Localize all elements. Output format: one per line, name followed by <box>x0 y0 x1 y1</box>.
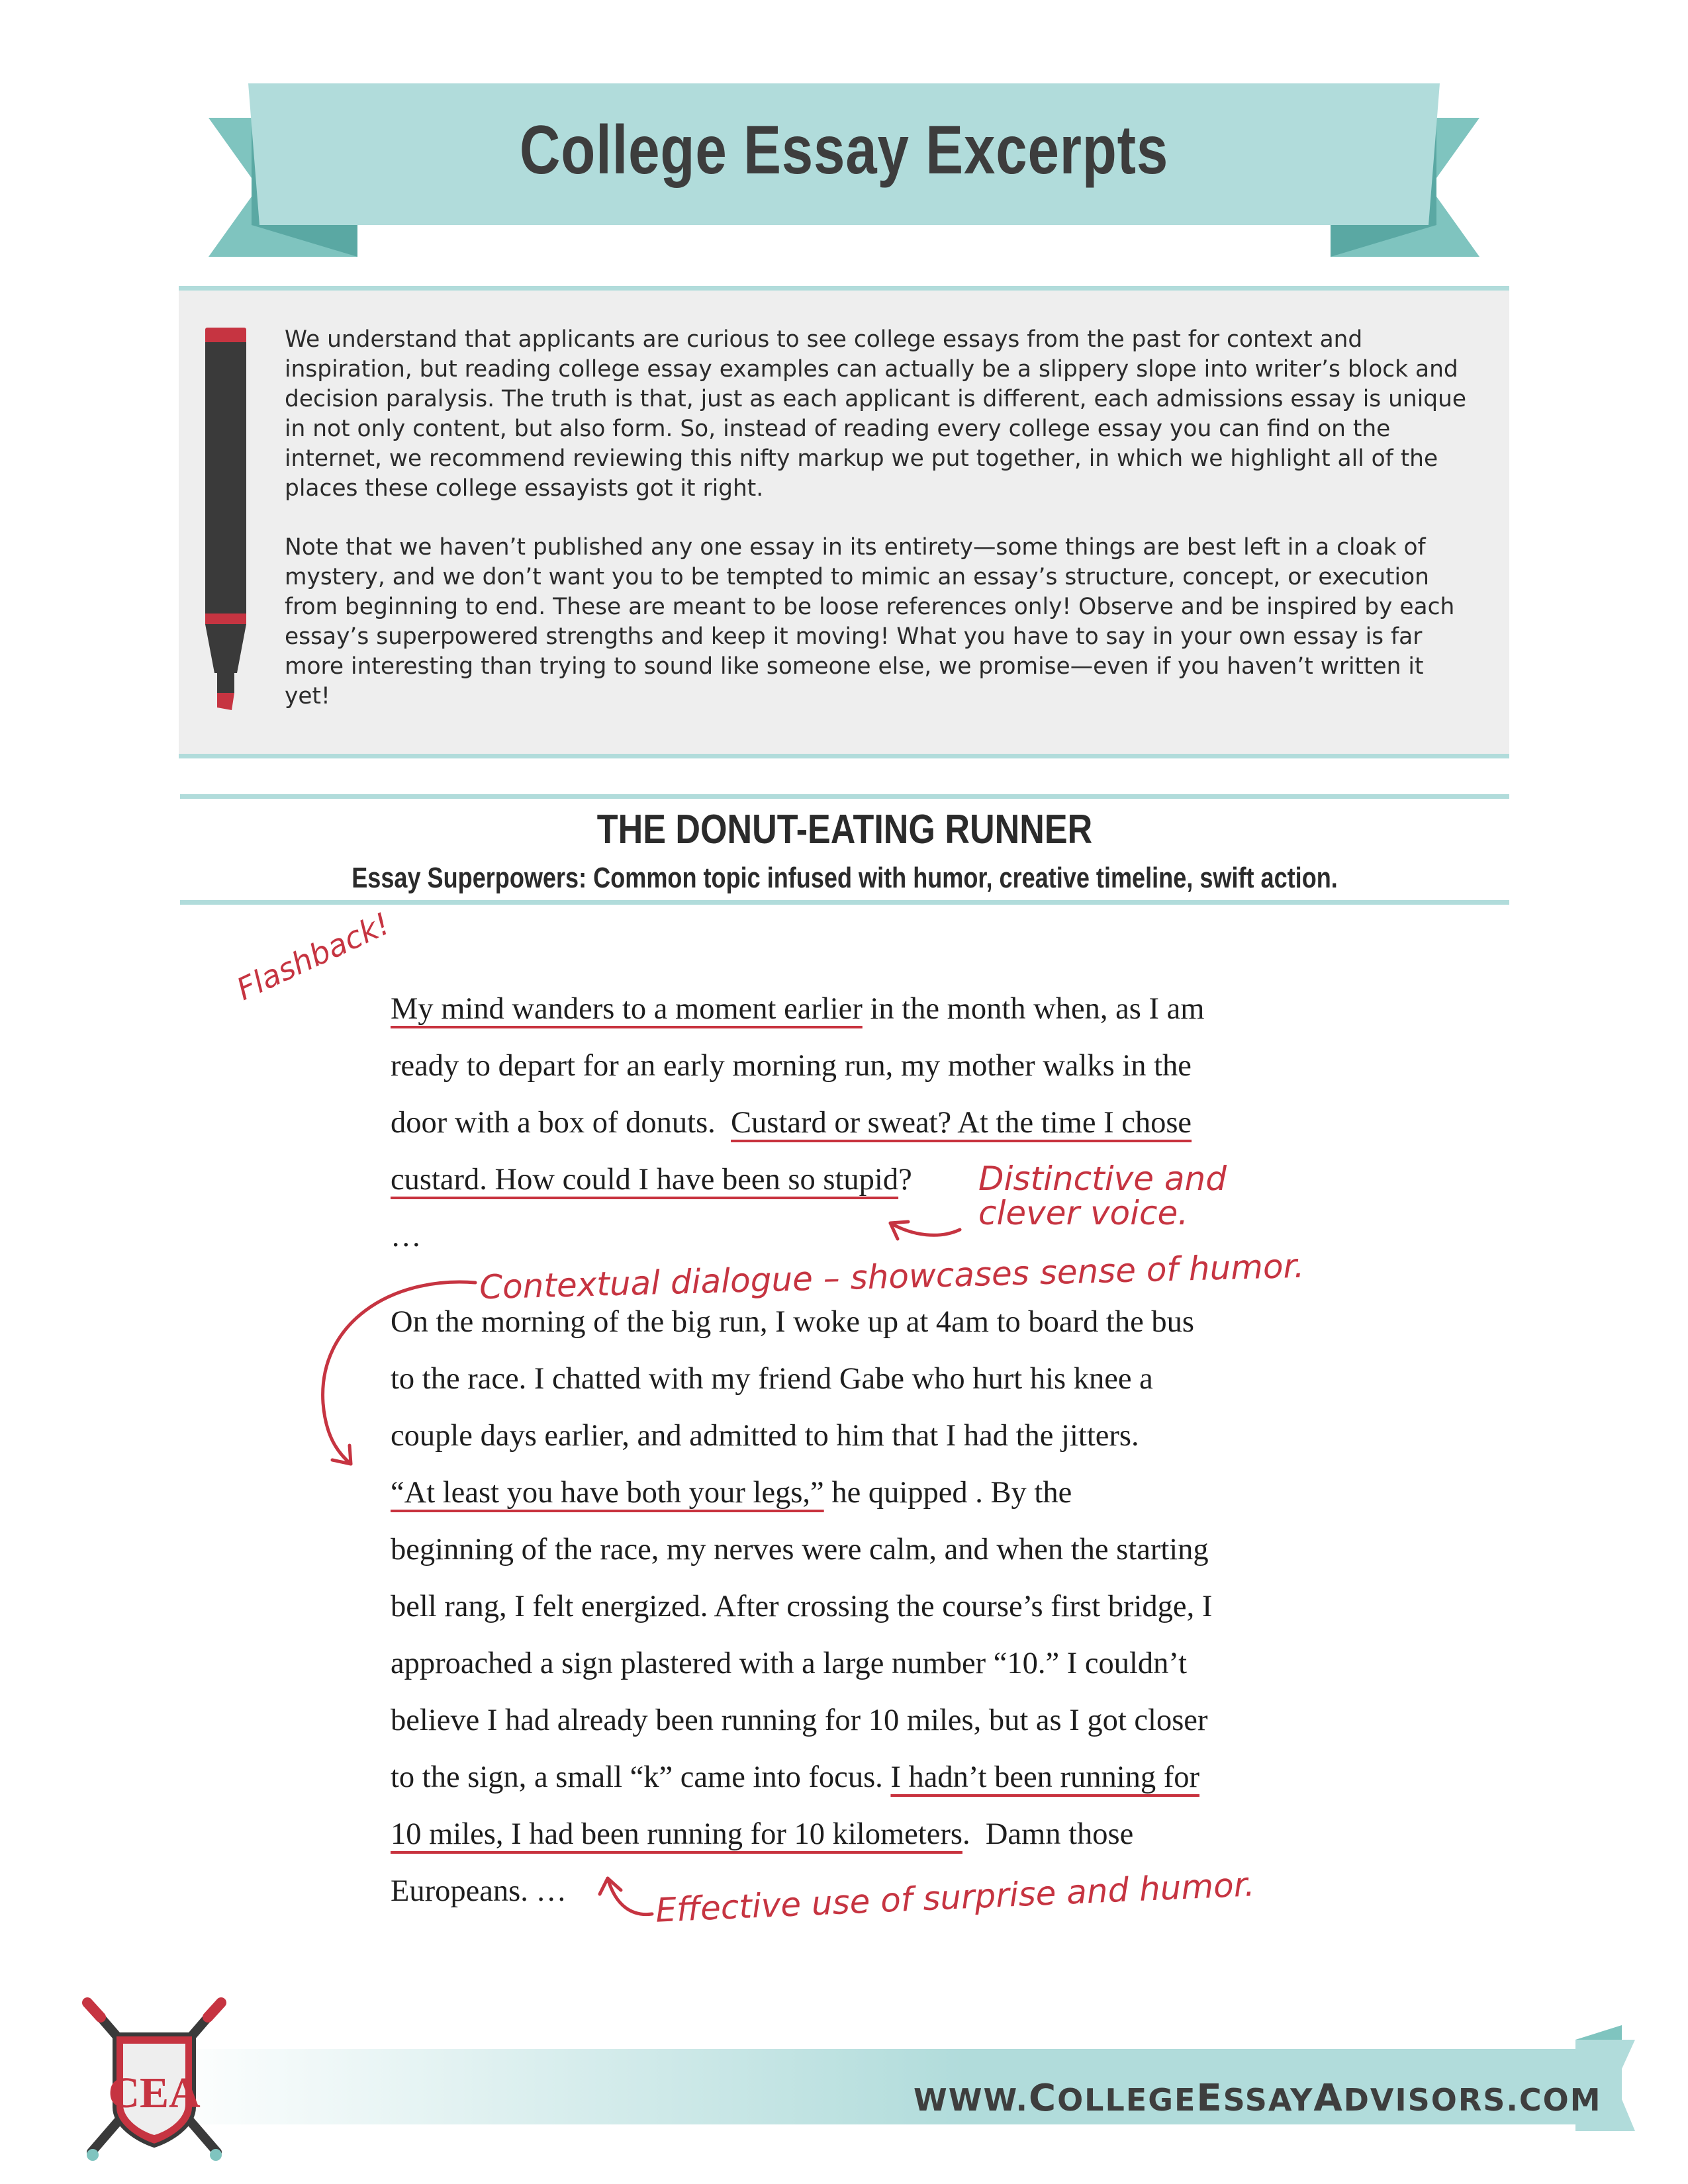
essay-line: to the race. I chatted with my friend Gabe who hurt his knee a <box>391 1362 1153 1396</box>
essay-line: door with a box of donuts. Custard or sweat? At the time I chose <box>391 1106 1192 1140</box>
essay-line: ready to depart for an early morning run, my mother walks in the <box>391 1049 1192 1083</box>
essay-line: Europeans. … <box>391 1874 567 1908</box>
essay-line: … <box>391 1220 422 1253</box>
essay-line: beginning of the race, my nerves were calm, and when the starting <box>391 1533 1209 1567</box>
essay-line: couple days earlier, and admitted to him that I had the jitters. <box>391 1419 1139 1453</box>
logo-text: CEA <box>108 2069 201 2117</box>
section-rule-top <box>180 794 1509 799</box>
essay-line: custard. How could I have been so stupid? <box>391 1163 912 1197</box>
highlight-underline: 10 miles, I had been running for 10 kilometers <box>391 1817 962 1851</box>
essay-line: bell rang, I felt energized. After crossing the course’s first bridge, I <box>391 1590 1213 1623</box>
arrow-voice-icon <box>890 1223 960 1235</box>
essay-line: My mind wanders to a moment earlier in the month when, as I am <box>391 992 1205 1026</box>
section-rule-bottom <box>180 900 1509 905</box>
intro-box <box>179 286 1509 758</box>
highlight-underline: custard. How could I have been so stupid <box>391 1163 899 1197</box>
essay-line: approached a sign plastered with a large number “10.” I couldn’t <box>391 1647 1187 1680</box>
intro-paragraph: We understand that applicants are curious to see college essays from the past for context and inspiration, but reading college essay examples can actually be a slippery slope into writer’s block and decision paralysis. The truth is that, just as each applicant is different, each admissions essay is unique in not only content, but also form. So, instead of reading every college essay you can find on the internet, we recommend reviewing this nifty markup we put together, in which we highlight all of the places these college essayists got it right. <box>285 326 1467 502</box>
essay-line: “At least you have both your legs,” he quipped . By the <box>391 1476 1072 1510</box>
annotation-voice: clever voice. <box>978 1194 1189 1232</box>
cea-logo-icon <box>78 1993 230 2165</box>
footer-website-link[interactable]: WWW.COLLEGEESSAYADVISORS.COM <box>914 2077 1602 2120</box>
highlight-underline: I hadn’t been running for <box>890 1760 1200 1794</box>
annotation-surprise: Effective use of surprise and humor. <box>655 1865 1256 1930</box>
arrow-surprise-icon <box>608 1878 652 1915</box>
essay-line: believe I had already been running for 10 miles, but as I got closer <box>391 1704 1208 1737</box>
essay-line: 10 miles, I had been running for 10 kilometers. Damn those <box>391 1817 1134 1851</box>
essay-line: On the morning of the big run, I woke up at 4am to board the bus <box>391 1305 1194 1339</box>
annotation-voice: Distinctive and <box>978 1160 1227 1198</box>
page-title: College Essay Excerpts <box>519 112 1169 189</box>
annotation-flashback: Flashback! <box>231 905 396 1007</box>
essay-line: to the sign, a small “k” came into focus. I hadn’t been running for <box>391 1760 1200 1794</box>
section-title: THE DONUT-EATING RUNNER <box>596 807 1093 852</box>
marker-icon <box>203 328 249 713</box>
intro-paragraph: Note that we haven’t published any one essay in its entirety—some things are best left in a cloak of mystery, and we don’t want you to be tempted to mimic an essay’s structure, concept, or execution from beginning to end. These are meant to be loose references only! Observe and be inspired by each essay’s superpowered strengths and keep it moving! What you have to say in your own essay is far more interesting than trying to sound like someone else, we promise—even if you haven’t written it yet! <box>285 534 1455 709</box>
annotation-dialogue: Contextual dialogue – showcases sense of humor. <box>479 1246 1305 1307</box>
highlight-underline: Custard or sweat? At the time I chose <box>731 1106 1192 1140</box>
highlight-underline: My mind wanders to a moment earlier <box>391 992 863 1026</box>
highlight-underline: “At least you have both your legs,” <box>391 1476 824 1510</box>
section-subtitle: Essay Superpowers: Common topic infused with humor, creative timeline, swift action. <box>352 862 1338 894</box>
